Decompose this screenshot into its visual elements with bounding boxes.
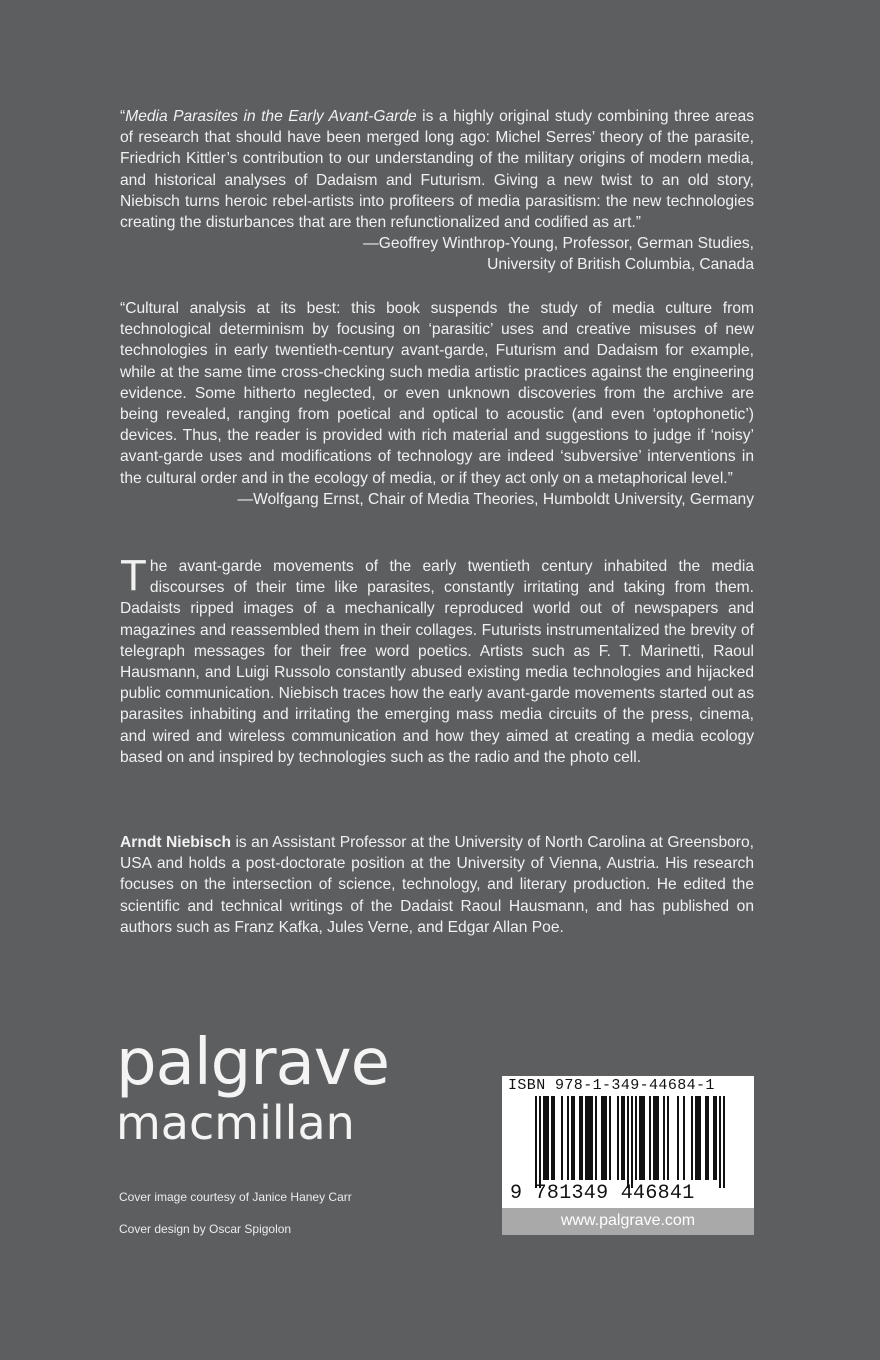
- barcode-bar: [631, 1096, 633, 1188]
- barcode-bar: [691, 1096, 693, 1180]
- author-bio: [120, 832, 754, 938]
- review-quote-1: [120, 106, 754, 276]
- barcode-bar: [683, 1096, 685, 1180]
- barcode-bar: [713, 1096, 717, 1180]
- cover-image-credit: Cover image courtesy of Janice Haney Carr: [119, 1190, 352, 1204]
- barcode-bar: [617, 1096, 619, 1180]
- barcode-bar: [627, 1096, 629, 1188]
- review-quote-1-attribution-line2: University of British Columbia, Canada: [487, 256, 754, 274]
- book-description: [120, 551, 754, 768]
- barcode-bar: [695, 1096, 701, 1180]
- author-name: Arndt Niebisch: [120, 834, 232, 851]
- drop-cap: T: [120, 551, 147, 600]
- barcode-bar: [551, 1096, 555, 1180]
- publisher-website[interactable]: www.palgrave.com: [502, 1208, 754, 1235]
- barcode-bar: [535, 1096, 537, 1188]
- barcode-bar: [579, 1096, 583, 1180]
- book-description-text: The avant-garde movements of the early twentieth century inhabited the media discourses of their time like parasites, constantly irritating and taking from them. Dadaists ripped images of a mechanically reproduced world out of newspapers and magazines and reassembled them in their collages. Futurists instrumentalized the brevity of telegraph messages for their free word poetics. Artists such as F. T. Marinetti, Raoul Hausmann, and Luigi Russolo constantly abused existing media technologies and hijacked public communication. Niebisch traces how the early avant-garde movements started out as parasites inhabiting and irritating the emerging mass media circuits of the press, cinema, and wired and wireless communication and how they aimed at creating a media ecology based on and inspired by technologies such as the radio and the photo cell.: [120, 551, 754, 766]
- barcode-bar: [719, 1096, 721, 1188]
- barcode-bar: [621, 1096, 625, 1180]
- barcode-bar: [543, 1096, 549, 1180]
- cover-design-credit: Cover design by Oscar Spigolon: [119, 1222, 292, 1236]
- barcode-bar: [677, 1096, 679, 1180]
- barcode-bar: [561, 1096, 563, 1180]
- barcode-bar: [723, 1096, 725, 1188]
- barcode-bar: [653, 1096, 659, 1180]
- barcode-bar: [649, 1096, 651, 1180]
- publisher-logo-line2: macmillan: [116, 1096, 355, 1150]
- barcode-bar: [539, 1096, 541, 1188]
- barcode-bar: [609, 1096, 611, 1180]
- barcode-bar: [571, 1096, 575, 1180]
- barcode-bars: [530, 1096, 730, 1188]
- barcode-bar: [663, 1096, 665, 1180]
- barcode-bar: [601, 1096, 607, 1180]
- publisher-logo: [116, 1026, 390, 1150]
- barcode-bar: [705, 1096, 709, 1180]
- barcode-bar: [595, 1096, 597, 1180]
- isbn-barcode: [502, 1076, 754, 1208]
- barcode-bar: [639, 1096, 645, 1180]
- book-title: Media Parasites in the Early Avant-Garde: [125, 108, 417, 125]
- barcode-bar: [635, 1096, 637, 1180]
- ean-digits: 9 781349 446841: [510, 1182, 695, 1205]
- barcode-bar: [567, 1096, 569, 1180]
- review-quote-2-text: “Cultural analysis at its best: this book suspends the study of media culture from technological determinism by focusing on ‘parasitic’ uses and creative misuses of new technologies in early twentieth-century avant-garde, Futurism and Dadaism for example, while at the same time cross-checking such media artistic practices against the engineering evidence. Some hitherto neglected, or even unknown discoveries from the archive are being revealed, ranging from poetical and optical to acoustic (and even ‘optophonetic’) devices. Thus, the reader is provided with rich material and suggestions to judge if ‘noisy’ avant-garde uses and modifications of technology are indeed ‘subversive’ interventions in the cultural order and in the ecology of media, or if they act only on a metaphorical level.”: [120, 300, 754, 487]
- isbn-label: ISBN 978-1-349-44684-1: [508, 1077, 715, 1094]
- barcode-bar: [585, 1096, 593, 1180]
- publisher-logo-line1: palgrave: [116, 1026, 390, 1100]
- barcode-bar: [667, 1096, 669, 1180]
- author-bio-text: Arndt Niebisch is an Assistant Professor at the University of North Carolina at Greensboro, USA and holds a post-doctorate position at the University of Vienna, Austria. His research focuses on the intersection of science, technology, and literary production. He edited the scientific and technical writings of the Dadaist Raoul Hausmann, and has published on authors such as Franz Kafka, Jules Verne, and Edgar Allan Poe.: [120, 834, 754, 936]
- review-quote-2-attribution: —Wolfgang Ernst, Chair of Media Theories, Humboldt University, Germany: [237, 490, 754, 508]
- review-quote-1-text: “Media Parasites in the Early Avant-Garde is a highly original study combining three areas of research that should have been merged long ago: Michel Serres’ theory of the parasite, Friedrich Kittler’s contribution to our understanding of the military origins of modern media, and historical analyses of Dadaism and Futurism. Giving a new twist to an old story, Niebisch turns heroic rebel-artists into profiteers of media parasitism: the new technologies creating the disturbances that are then refunctionalized and codified as art.”: [120, 108, 754, 232]
- review-quote-2: [120, 298, 754, 510]
- review-quote-1-attribution-line1: —Geoffrey Winthrop-Young, Professor, German Studies,: [363, 235, 754, 253]
